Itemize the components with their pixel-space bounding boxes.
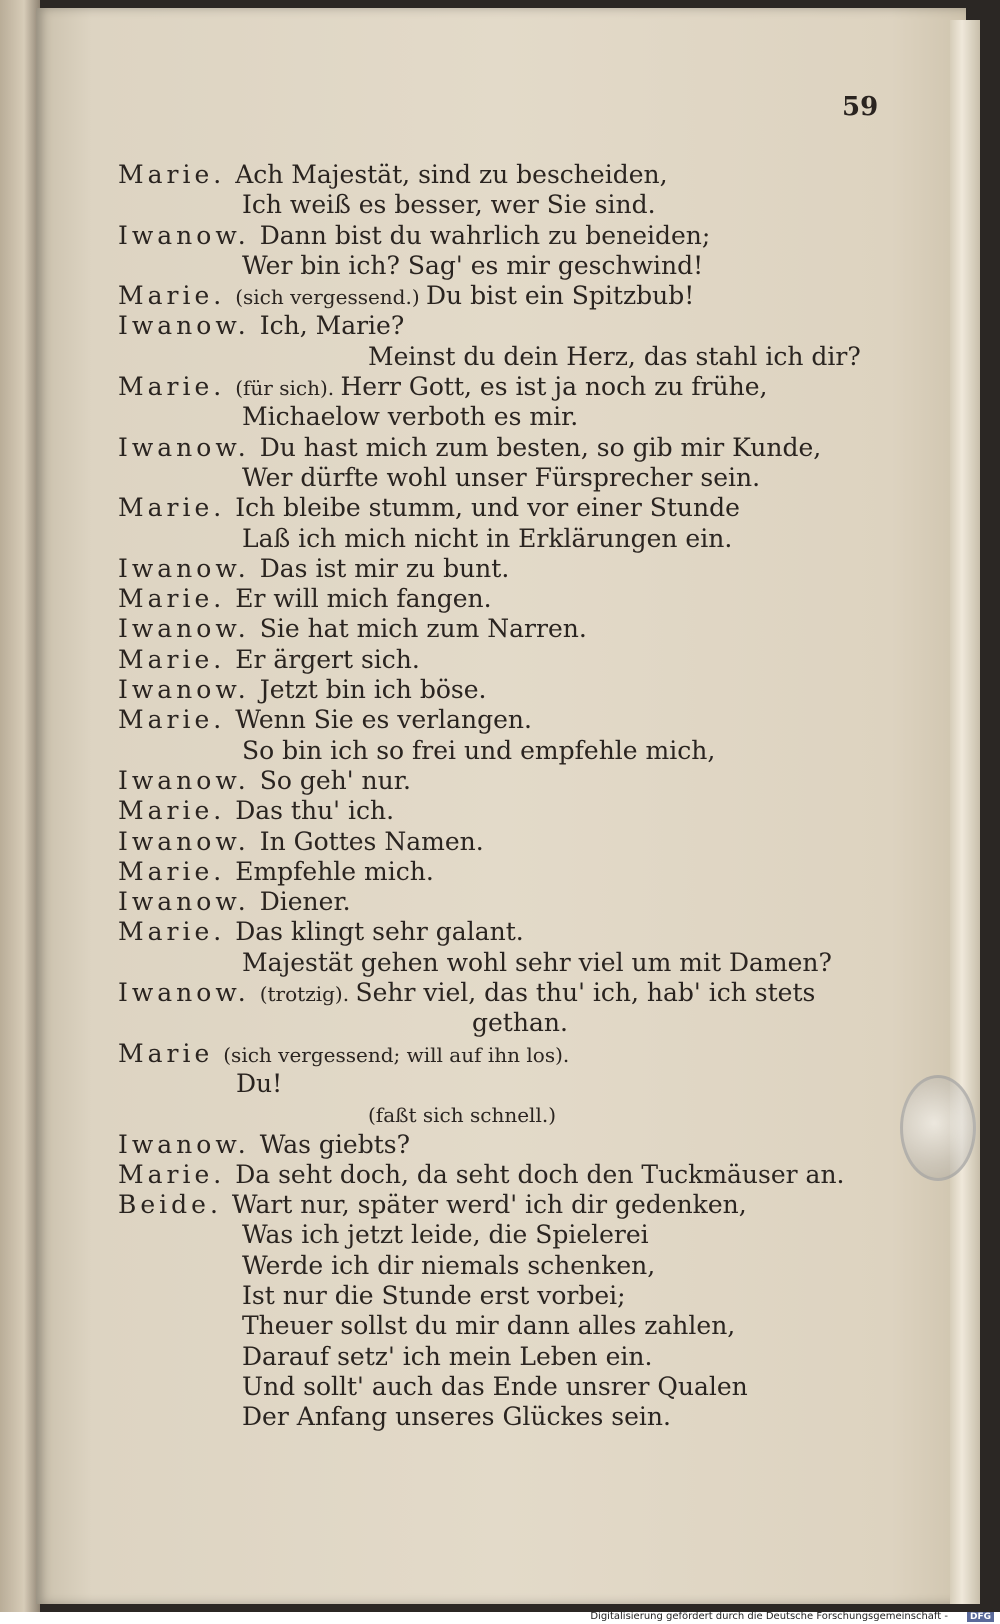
footer-credit: Digitalisierung gefördert durch die Deutsche Forschungsgemeinschaft - <box>590 1611 948 1622</box>
line-text: Ich weiß es besser, wer Sie sind. <box>242 190 656 220</box>
line-text: Was giebts? <box>259 1129 410 1159</box>
text-line <box>118 827 898 857</box>
text-line <box>118 1130 898 1160</box>
speaker-name: Iwanow. <box>118 220 250 250</box>
line-text: Der Anfang unseres Glückes sein. <box>242 1402 671 1432</box>
line-text: Ist nur die Stunde erst vorbei; <box>242 1280 626 1310</box>
speaker-name: Marie. <box>118 372 226 402</box>
speaker-name: Marie. <box>118 644 226 674</box>
text-line <box>118 1402 898 1432</box>
line-text: Du! <box>236 1068 283 1098</box>
line-text: Majestät gehen wohl sehr viel um mit Damen? <box>242 947 832 977</box>
line-text: Diener. <box>259 887 351 917</box>
line-text: Meinst du dein Herz, das stahl ich dir? <box>368 341 861 371</box>
line-text: gethan. <box>472 1008 568 1038</box>
text-line <box>118 887 898 917</box>
text-line <box>118 614 898 644</box>
text-line <box>118 190 898 220</box>
line-text: So geh' nur. <box>259 765 411 795</box>
line-text: So bin ich so frei und empfehle mich, <box>242 735 716 765</box>
speaker-name: Marie. <box>118 493 226 523</box>
text-line <box>118 1099 898 1129</box>
line-text: Theuer sollst du mir dann alles zahlen, <box>242 1311 736 1341</box>
text-line <box>118 160 898 190</box>
speaker-name: Marie. <box>118 705 226 735</box>
dfg-logo: DFG <box>967 1612 994 1622</box>
speaker-name: Iwanow. <box>118 675 250 705</box>
line-text: Ich bleibe stumm, und vor einer Stunde <box>235 493 740 523</box>
line-text: Laß ich mich nicht in Erklärungen ein. <box>242 523 733 553</box>
stage-direction: (für sich). <box>235 376 341 401</box>
speaker-name: Iwanow. <box>118 432 250 462</box>
line-text: Darauf setz' ich mein Leben ein. <box>242 1341 653 1371</box>
line-text: Werde ich dir niemals schenken, <box>242 1250 656 1280</box>
text-line <box>118 524 898 554</box>
text-line <box>118 857 898 887</box>
text-line <box>118 493 898 523</box>
text-line <box>118 221 898 251</box>
line-text: Du hast mich zum besten, so gib mir Kunde, <box>259 432 822 462</box>
line-text: Ich, Marie? <box>259 311 405 341</box>
line-text: Da seht doch, da seht doch den Tuckmäuser an. <box>235 1159 845 1189</box>
text-line <box>118 978 898 1008</box>
line-text: Was ich jetzt leide, die Spielerei <box>242 1220 649 1250</box>
text-line <box>118 342 898 372</box>
line-text: Und sollt' auch das Ende unsrer Qualen <box>242 1371 748 1401</box>
line-text: Sie hat mich zum Narren. <box>259 614 587 644</box>
line-text: Er will mich fangen. <box>235 584 492 614</box>
line-text: Das ist mir zu bunt. <box>259 553 510 583</box>
text-line <box>118 1311 898 1341</box>
speaker-name: Marie. <box>118 281 226 311</box>
text-line <box>118 251 898 281</box>
text-line <box>118 554 898 584</box>
text-line <box>118 796 898 826</box>
line-text: Wart nur, später werd' ich dir gedenken, <box>231 1190 747 1220</box>
line-text: In Gottes Namen. <box>259 826 484 856</box>
speaker-name: Iwanow. <box>118 765 250 795</box>
speaker-name: Iwanow. <box>118 614 250 644</box>
text-line <box>118 675 898 705</box>
text-line <box>118 1342 898 1372</box>
stage-direction: (faßt sich schnell.) <box>368 1103 556 1128</box>
text-line <box>118 1008 898 1038</box>
text-line <box>118 948 898 978</box>
speaker-name: Marie. <box>118 1159 226 1189</box>
text-line <box>118 645 898 675</box>
page-clip <box>900 1075 976 1181</box>
speaker-name: Marie. <box>118 796 226 826</box>
text-line <box>118 433 898 463</box>
text-line <box>118 1039 898 1069</box>
text-line <box>118 1160 898 1190</box>
text-line <box>118 1220 898 1250</box>
line-text: Ach Majestät, sind zu bescheiden, <box>235 160 668 189</box>
speaker-name: Beide. <box>118 1190 222 1220</box>
text-line <box>118 1372 898 1402</box>
text-line <box>118 736 898 766</box>
line-text: Michaelow verboth es mir. <box>242 402 579 432</box>
line-text: Er ärgert sich. <box>235 644 420 674</box>
line-text: Wenn Sie es verlangen. <box>235 705 532 735</box>
text-line <box>118 372 898 402</box>
previous-page-edge <box>0 0 40 1612</box>
line-text: Empfehle mich. <box>235 856 434 886</box>
speaker-name: Iwanow. <box>118 553 250 583</box>
text-line <box>118 584 898 614</box>
text-line <box>118 402 898 432</box>
text-line <box>118 1251 898 1281</box>
line-text: Wer dürfte wohl unser Fürsprecher sein. <box>242 462 761 492</box>
stage-direction: (trotzig). <box>259 982 356 1007</box>
text-line <box>118 281 898 311</box>
speaker-name: Marie. <box>118 160 226 189</box>
line-text: Das thu' ich. <box>235 796 395 826</box>
speaker-name: Marie <box>118 1038 214 1068</box>
speaker-name: Iwanow. <box>118 1129 250 1159</box>
stage-direction: (sich vergessend; will auf ihn los). <box>223 1042 570 1067</box>
speaker-name: Iwanow. <box>118 311 250 341</box>
text-line <box>118 1069 898 1099</box>
text-line <box>118 311 898 341</box>
speaker-name: Iwanow. <box>118 826 250 856</box>
speaker-name: Marie. <box>118 584 226 614</box>
speaker-name: Marie. <box>118 917 226 947</box>
stage-direction: (sich vergessend.) <box>235 285 427 310</box>
line-text: Dann bist du wahrlich zu beneiden; <box>259 220 711 250</box>
footer-bar <box>0 1612 1000 1624</box>
text-line <box>118 463 898 493</box>
page-stack-edge <box>950 20 980 1604</box>
page-number: 59 <box>842 92 879 122</box>
line-text: Jetzt bin ich böse. <box>259 675 487 705</box>
text-line <box>118 1190 898 1220</box>
text-line <box>118 766 898 796</box>
text-line <box>118 705 898 735</box>
speaker-name: Iwanow. <box>118 887 250 917</box>
speaker-name: Marie. <box>118 856 226 886</box>
play-text <box>118 160 898 1432</box>
line-text: Du bist ein Spitzbub! <box>426 281 695 311</box>
line-text: Herr Gott, es ist ja noch zu frühe, <box>340 372 768 402</box>
text-line <box>118 917 898 947</box>
line-text: Sehr viel, das thu' ich, hab' ich stets <box>355 978 816 1008</box>
line-text: Wer bin ich? Sag' es mir geschwind! <box>242 250 704 280</box>
line-text: Das klingt sehr galant. <box>235 917 524 947</box>
speaker-name: Iwanow. <box>118 978 250 1008</box>
text-line <box>118 1281 898 1311</box>
